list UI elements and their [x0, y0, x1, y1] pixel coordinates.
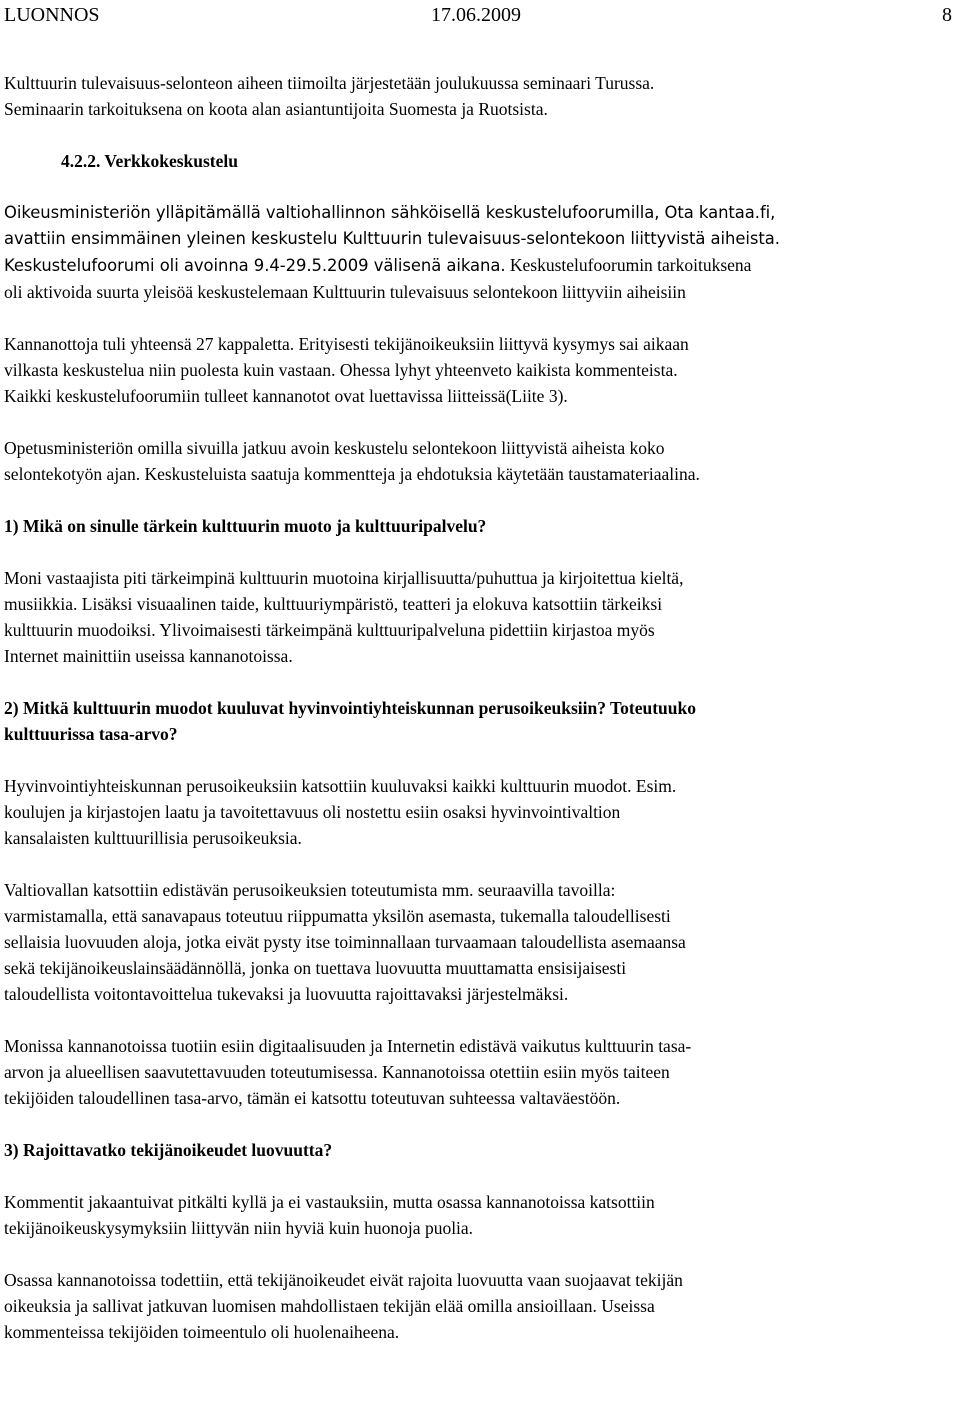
- text-line: Monissa kannanotoissa tuotiin esiin digitaalisuuden ja Internetin edistävä vaikutus kulttuurin tasa-: [4, 1036, 692, 1056]
- text-line: varmistamalla, että sanavapaus toteutuu riippumatta yksilön asemasta, tukemalla taloudellisesti: [4, 906, 671, 926]
- answer-paragraph: [4, 773, 952, 851]
- text-line: oli aktivoida suurta yleisöä keskustelemaan Kulttuurin tulevaisuus selontekoon liittyviin aiheisiin: [4, 282, 686, 302]
- text-line: Seminaarin tarkoituksena on koota alan asiantuntijoita Suomesta ja Ruotsista.: [4, 99, 548, 119]
- question-heading: 1) Mikä on sinulle tärkein kulttuurin muoto ja kulttuuripalvelu?: [4, 516, 487, 536]
- text-line: koulujen ja kirjastojen laatu ja tavoitettavuus oli nostettu esiin osaksi hyvinvointivaltion: [4, 802, 621, 822]
- text-line: kansalaisten kulttuurillisia perusoikeuksia.: [4, 828, 302, 848]
- text-line: Kaikki keskustelufoorumiin tulleet kannanotot ovat luettavissa liitteissä(Liite 3).: [4, 386, 568, 406]
- text-line: oikeuksia ja sallivat jatkuvan luomisen mahdollistaen tekijän elää omilla ansioillaan. Useissa: [4, 1296, 655, 1316]
- text-line: kulttuurissa tasa-arvo?: [4, 724, 178, 744]
- text-line: vilkasta keskustelua niin puolesta kuin vastaan. Ohessa lyhyt yhteenveto kaikista kommenteista.: [4, 360, 678, 380]
- ministry-paragraph: [4, 435, 952, 487]
- feedback-paragraph: [4, 331, 952, 409]
- text-line: Moni vastaajista piti tärkeimpinä kulttuurin muotoina kirjallisuutta/puhuttua ja kirjoitettua kieltä,: [4, 568, 684, 588]
- text-line: Valtiovallan katsottiin edistävän perusoikeuksien toteutumista mm. seuraavilla tavoilla:: [4, 880, 616, 900]
- document-body: [4, 70, 952, 1345]
- section-heading: 4.2.2. Verkkokeskustelu: [61, 151, 238, 171]
- text-line: Hyvinvointiyhteiskunnan perusoikeuksiin katsottiin kuuluvaksi kaikki kulttuurin muodot. Esim.: [4, 776, 677, 796]
- draft-label: LUONNOS: [4, 4, 100, 26]
- intro-paragraph: [4, 70, 952, 122]
- answer-paragraph: [4, 1033, 952, 1111]
- text-line: 2) Mitkä kulttuurin muodot kuuluvat hyvinvointiyhteiskunnan perusoikeuksiin? Toteutuuko: [4, 698, 696, 718]
- text-line: Kulttuurin tulevaisuus-selonteon aiheen tiimoilta järjestetään joulukuussa seminaari Turussa.: [4, 73, 655, 93]
- text-line: arvon ja alueellisen saavutettavuuden toteutumisessa. Kannanotoissa otettiin esiin myös taiteen: [4, 1062, 670, 1082]
- question-heading: [4, 695, 952, 747]
- text-line: avattiin ensimmäinen yleinen keskustelu Kulttuurin tulevaisuus-selontekoon liittyvistä aiheista.: [4, 229, 780, 248]
- text-line: kulttuurin muodoiksi. Ylivoimaisesti tärkeimpänä kulttuuripalveluna pidettiin kirjastoa myös: [4, 620, 655, 640]
- text-line: selontekotyön ajan. Keskusteluista saatuja kommentteja ja ehdotuksia käytetään taustamateriaalina.: [4, 464, 700, 484]
- text-line: tekijänoikeuskysymyksiin liittyvän niin hyviä kuin huonoja puolia.: [4, 1218, 474, 1238]
- forum-paragraph: [4, 200, 952, 305]
- page-header: [4, 2, 956, 28]
- text-line: Oikeusministeriön ylläpitämällä valtiohallinnon sähköisellä keskustelufoorumilla, Ota kantaa.fi,: [4, 203, 776, 222]
- answer-paragraph: [4, 565, 952, 669]
- text-line: [4, 252, 952, 279]
- text-line: Kannanottoja tuli yhteensä 27 kappaletta. Erityisesti tekijänoikeuksiin liittyvä kysymys sai aikaan: [4, 334, 689, 354]
- answer-paragraph: [4, 877, 952, 1007]
- text-line: Kommentit jakaantuivat pitkälti kyllä ja ei vastauksiin, mutta osassa kannanotoissa katsottiin: [4, 1192, 655, 1212]
- text-span: Keskustelufoorumin tarkoituksena: [505, 255, 752, 275]
- answer-paragraph: [4, 1189, 952, 1241]
- text-line: taloudellista voitontavoittelua tukevaksi ja luovuutta rajoittavaksi järjestelmäksi.: [4, 984, 569, 1004]
- header-date: 17.06.2009: [431, 4, 521, 26]
- text-line: tekijöiden taloudellinen tasa-arvo, tämän ei katsottu toteutuvan suhteessa valtaväestöön.: [4, 1088, 621, 1108]
- text-line: sekä tekijänoikeuslainsäädännöllä, jonka on tuettava luovuutta muuttamatta ensisijaisesti: [4, 958, 627, 978]
- text-span: Keskustelufoorumi oli avoinna 9.4-29.5.2009 välisenä aikana.: [4, 256, 506, 275]
- text-line: kommenteissa tekijöiden toimeentulo oli huolenaiheena.: [4, 1322, 400, 1342]
- text-line: Osassa kannanotoissa todettiin, että tekijänoikeudet eivät rajoita luovuutta vaan suojaavat tekijän: [4, 1270, 683, 1290]
- text-line: musiikkia. Lisäksi visuaalinen taide, kulttuuriympäristö, teatteri ja elokuva katsottiin tärkeiksi: [4, 594, 663, 614]
- answer-paragraph: [4, 1267, 952, 1345]
- question-heading: 3) Rajoittavatko tekijänoikeudet luovuutta?: [4, 1140, 333, 1160]
- page-number: 8: [942, 4, 952, 26]
- text-line: Opetusministeriön omilla sivuilla jatkuu avoin keskustelu selontekoon liittyvistä aiheista koko: [4, 438, 665, 458]
- text-line: Internet mainittiin useissa kannanotoissa.: [4, 646, 293, 666]
- text-line: sellaisia luovuuden aloja, jotka eivät pysty itse toiminnallaan turvaamaan taloudellista asemaansa: [4, 932, 686, 952]
